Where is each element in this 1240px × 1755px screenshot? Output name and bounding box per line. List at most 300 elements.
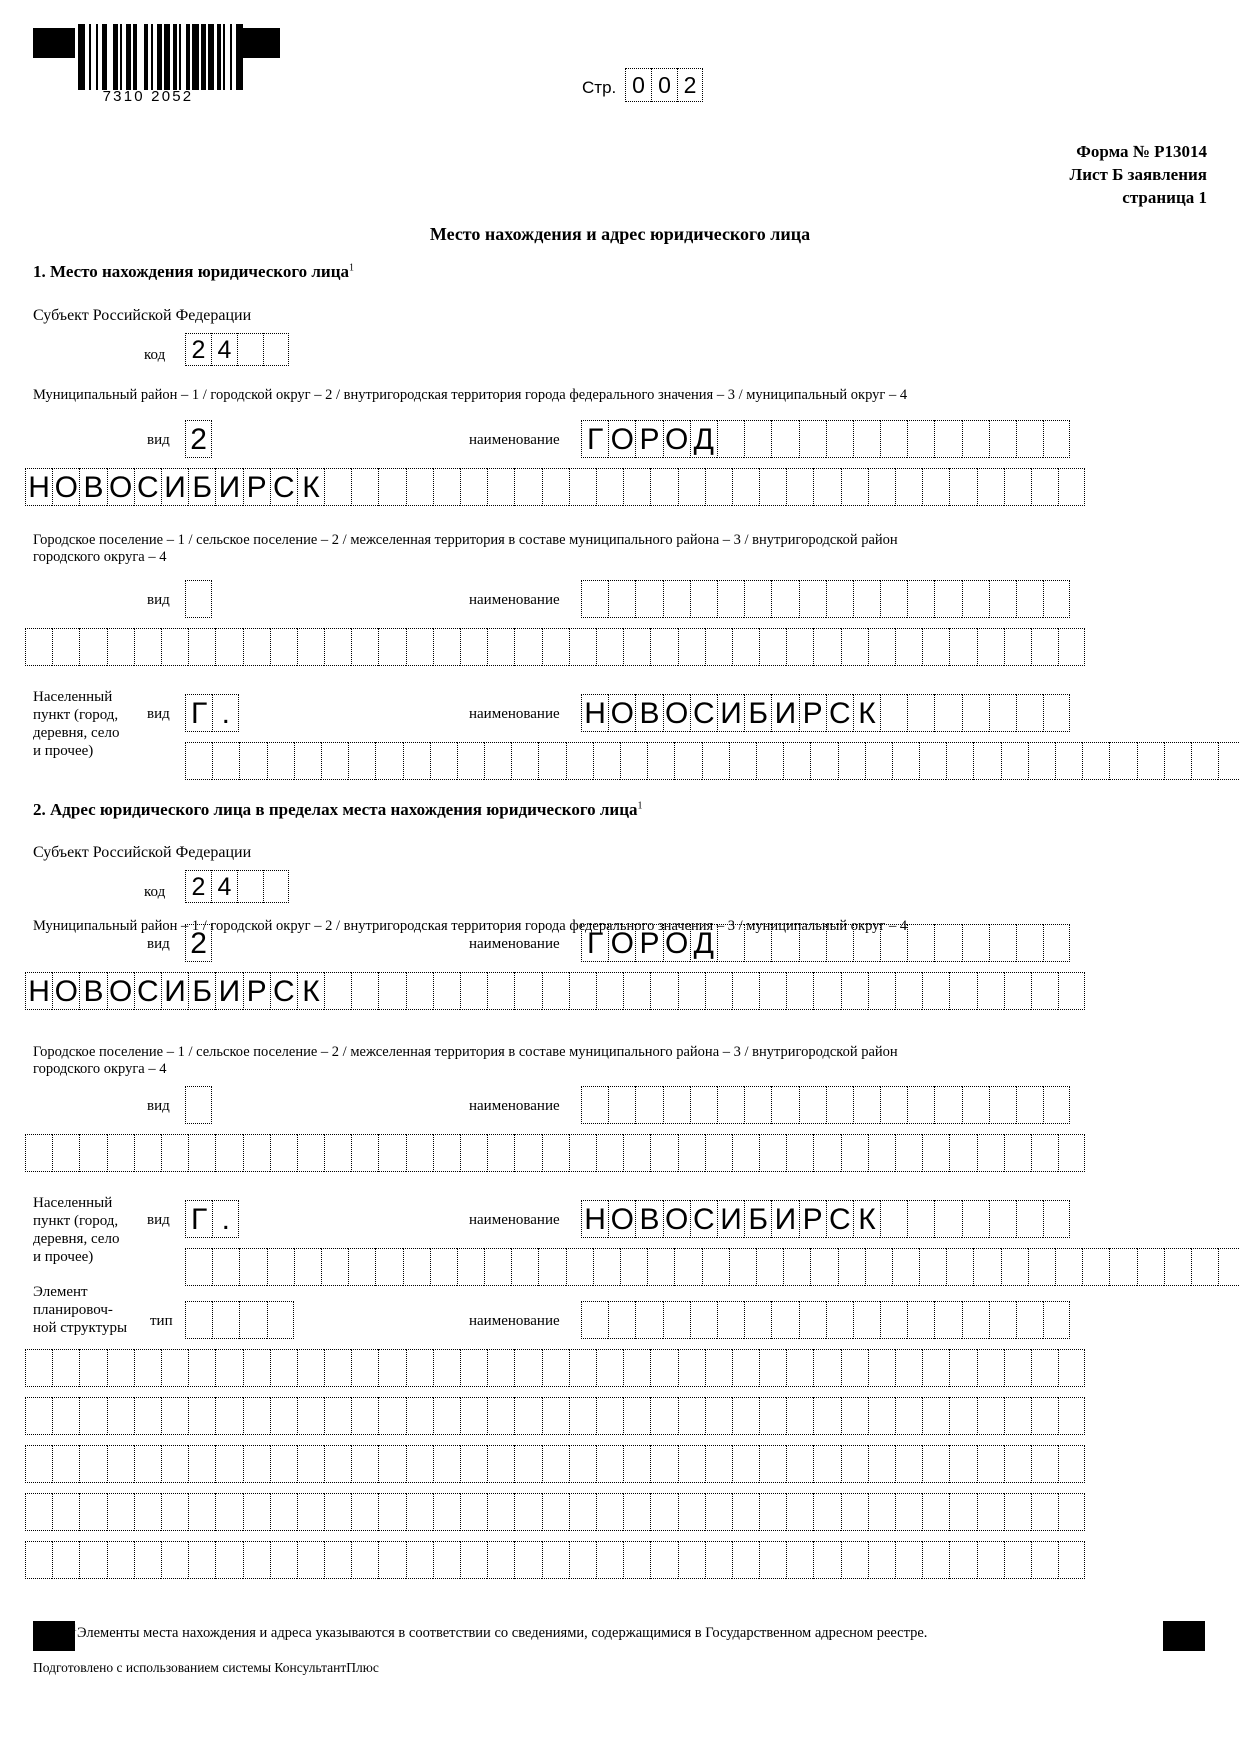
form-cell[interactable] xyxy=(771,580,798,618)
form-cell[interactable] xyxy=(52,628,79,666)
form-cell[interactable] xyxy=(635,580,662,618)
form-cell[interactable]: К xyxy=(853,694,880,732)
form-cell[interactable] xyxy=(596,1397,623,1435)
form-cell[interactable] xyxy=(1058,1134,1085,1172)
form-cell[interactable] xyxy=(977,468,1004,506)
form-cell[interactable] xyxy=(406,1349,433,1387)
form-cell[interactable] xyxy=(243,1493,270,1531)
form-cell[interactable] xyxy=(759,1541,786,1579)
form-cell[interactable] xyxy=(813,628,840,666)
form-cell[interactable] xyxy=(324,1397,351,1435)
form-cell[interactable]: . xyxy=(212,1200,239,1238)
form-cell[interactable] xyxy=(212,1248,239,1286)
form-cell[interactable] xyxy=(1031,628,1058,666)
form-cell[interactable] xyxy=(895,1541,922,1579)
form-cell[interactable] xyxy=(1016,1200,1043,1238)
form-cell[interactable]: К xyxy=(853,1200,880,1238)
form-cell[interactable] xyxy=(1031,468,1058,506)
form-cell[interactable] xyxy=(1031,1541,1058,1579)
form-cell[interactable] xyxy=(744,1086,771,1124)
form-cell[interactable]: 2 xyxy=(185,420,212,458)
form-cell[interactable] xyxy=(989,1301,1016,1339)
form-cell[interactable] xyxy=(977,1445,1004,1483)
form-cell[interactable] xyxy=(949,1134,976,1172)
form-cell[interactable] xyxy=(514,628,541,666)
form-cell[interactable] xyxy=(460,468,487,506)
form-cell[interactable] xyxy=(732,1397,759,1435)
form-cell[interactable] xyxy=(650,1541,677,1579)
form-cell[interactable] xyxy=(620,1248,647,1286)
form-cell[interactable] xyxy=(841,1349,868,1387)
form-cell[interactable] xyxy=(1164,742,1191,780)
s1-municipal-name-cells-row2[interactable] xyxy=(25,468,1085,506)
form-cell[interactable] xyxy=(705,1493,732,1531)
form-cell[interactable] xyxy=(729,742,756,780)
form-cell[interactable]: И xyxy=(161,468,188,506)
form-cell[interactable] xyxy=(623,1541,650,1579)
form-cell[interactable] xyxy=(1043,580,1070,618)
form-cell[interactable] xyxy=(457,1248,484,1286)
form-cell[interactable] xyxy=(989,1200,1016,1238)
s2-planning-name-cells-row4[interactable] xyxy=(25,1445,1085,1483)
form-cell[interactable] xyxy=(1031,1349,1058,1387)
form-cell[interactable] xyxy=(934,420,961,458)
page-number-cells[interactable] xyxy=(625,68,703,102)
s2-municipal-name-cells-row1[interactable] xyxy=(581,924,1070,962)
form-cell[interactable] xyxy=(542,628,569,666)
form-cell[interactable] xyxy=(678,972,705,1010)
form-cell[interactable] xyxy=(324,628,351,666)
form-cell[interactable] xyxy=(868,1493,895,1531)
form-cell[interactable] xyxy=(1109,1248,1136,1286)
form-cell[interactable] xyxy=(853,580,880,618)
form-cell[interactable] xyxy=(934,1301,961,1339)
form-cell[interactable] xyxy=(406,628,433,666)
form-cell[interactable]: Р xyxy=(799,1200,826,1238)
form-cell[interactable] xyxy=(989,420,1016,458)
form-cell[interactable] xyxy=(647,1248,674,1286)
form-cell[interactable] xyxy=(663,580,690,618)
form-cell[interactable] xyxy=(973,1248,1000,1286)
form-cell[interactable] xyxy=(841,1541,868,1579)
form-cell[interactable] xyxy=(732,1445,759,1483)
form-cell[interactable] xyxy=(487,972,514,1010)
form-cell[interactable] xyxy=(433,972,460,1010)
form-cell[interactable]: О xyxy=(52,468,79,506)
form-cell[interactable] xyxy=(1055,742,1082,780)
form-cell[interactable] xyxy=(786,628,813,666)
form-cell[interactable]: О xyxy=(107,468,134,506)
form-cell[interactable]: 2 xyxy=(185,333,211,366)
form-cell[interactable] xyxy=(267,742,294,780)
form-cell[interactable] xyxy=(433,1397,460,1435)
form-cell[interactable] xyxy=(263,870,289,903)
form-cell[interactable] xyxy=(596,1445,623,1483)
form-cell[interactable] xyxy=(949,1493,976,1531)
form-cell[interactable] xyxy=(188,1349,215,1387)
s1-municipal-name-cells-row1[interactable] xyxy=(581,420,1070,458)
form-cell[interactable] xyxy=(1043,694,1070,732)
form-cell[interactable] xyxy=(581,1086,608,1124)
form-cell[interactable] xyxy=(892,1248,919,1286)
form-cell[interactable] xyxy=(949,1445,976,1483)
form-cell[interactable] xyxy=(650,972,677,1010)
form-cell[interactable] xyxy=(161,1397,188,1435)
form-cell[interactable] xyxy=(678,1493,705,1531)
form-cell[interactable] xyxy=(623,468,650,506)
form-cell[interactable] xyxy=(989,1086,1016,1124)
form-cell[interactable] xyxy=(977,1397,1004,1435)
form-cell[interactable] xyxy=(977,1349,1004,1387)
form-cell[interactable] xyxy=(487,468,514,506)
form-cell[interactable] xyxy=(1028,1248,1055,1286)
form-cell[interactable] xyxy=(569,1349,596,1387)
form-cell[interactable] xyxy=(134,1397,161,1435)
form-cell[interactable]: В xyxy=(635,694,662,732)
form-cell[interactable] xyxy=(813,1445,840,1483)
form-cell[interactable] xyxy=(1058,1397,1085,1435)
s2-planning-name-cells-row1[interactable] xyxy=(581,1301,1070,1339)
form-cell[interactable]: Б xyxy=(744,1200,771,1238)
form-cell[interactable] xyxy=(880,924,907,962)
form-cell[interactable] xyxy=(430,1248,457,1286)
form-cell[interactable] xyxy=(949,1349,976,1387)
form-cell[interactable] xyxy=(134,1349,161,1387)
form-cell[interactable] xyxy=(786,1349,813,1387)
form-cell[interactable] xyxy=(134,1134,161,1172)
form-cell[interactable] xyxy=(717,1301,744,1339)
form-cell[interactable] xyxy=(962,1200,989,1238)
form-cell[interactable] xyxy=(759,1493,786,1531)
form-cell[interactable] xyxy=(270,1134,297,1172)
form-cell[interactable] xyxy=(759,1349,786,1387)
form-cell[interactable] xyxy=(841,1397,868,1435)
form-cell[interactable] xyxy=(1016,420,1043,458)
form-cell[interactable] xyxy=(690,1086,717,1124)
form-cell[interactable] xyxy=(1218,742,1240,780)
form-cell[interactable] xyxy=(732,972,759,1010)
form-cell[interactable] xyxy=(922,1397,949,1435)
form-cell[interactable] xyxy=(161,1445,188,1483)
form-cell[interactable] xyxy=(756,1248,783,1286)
form-cell[interactable] xyxy=(907,420,934,458)
form-cell[interactable] xyxy=(542,972,569,1010)
form-cell[interactable] xyxy=(460,1397,487,1435)
form-cell[interactable] xyxy=(542,1493,569,1531)
form-cell[interactable] xyxy=(973,742,1000,780)
form-cell[interactable] xyxy=(623,1134,650,1172)
form-cell[interactable] xyxy=(705,1349,732,1387)
form-cell[interactable] xyxy=(922,1349,949,1387)
form-cell[interactable] xyxy=(934,924,961,962)
form-cell[interactable]: В xyxy=(79,972,106,1010)
form-cell[interactable] xyxy=(378,1445,405,1483)
form-cell[interactable] xyxy=(962,580,989,618)
form-cell[interactable] xyxy=(79,1134,106,1172)
form-cell[interactable] xyxy=(1004,972,1031,1010)
form-cell[interactable]: С xyxy=(134,972,161,1010)
form-cell[interactable] xyxy=(514,1445,541,1483)
form-cell[interactable]: С xyxy=(826,694,853,732)
form-cell[interactable] xyxy=(717,924,744,962)
form-cell[interactable] xyxy=(663,1301,690,1339)
form-cell[interactable] xyxy=(919,742,946,780)
form-cell[interactable] xyxy=(406,1493,433,1531)
s2-settlement-name-cells-row2[interactable] xyxy=(25,1134,1085,1172)
form-cell[interactable] xyxy=(297,1445,324,1483)
form-cell[interactable] xyxy=(243,1541,270,1579)
form-cell[interactable] xyxy=(759,1397,786,1435)
form-cell[interactable] xyxy=(623,1493,650,1531)
form-cell[interactable] xyxy=(457,742,484,780)
form-cell[interactable] xyxy=(566,1248,593,1286)
form-cell[interactable] xyxy=(324,1134,351,1172)
form-cell[interactable] xyxy=(868,1349,895,1387)
form-cell[interactable] xyxy=(907,1086,934,1124)
form-cell[interactable] xyxy=(79,1397,106,1435)
form-cell[interactable] xyxy=(351,972,378,1010)
form-cell[interactable] xyxy=(783,742,810,780)
form-cell[interactable] xyxy=(297,1493,324,1531)
form-cell[interactable] xyxy=(895,1397,922,1435)
form-cell[interactable] xyxy=(212,742,239,780)
form-cell[interactable] xyxy=(623,1349,650,1387)
form-cell[interactable] xyxy=(406,1397,433,1435)
form-cell[interactable] xyxy=(650,1397,677,1435)
form-cell[interactable] xyxy=(79,1445,106,1483)
form-cell[interactable] xyxy=(732,1134,759,1172)
form-cell[interactable] xyxy=(786,1397,813,1435)
form-cell[interactable] xyxy=(239,742,266,780)
form-cell[interactable] xyxy=(949,972,976,1010)
form-cell[interactable] xyxy=(215,1349,242,1387)
form-cell[interactable] xyxy=(946,742,973,780)
form-cell[interactable] xyxy=(25,1445,52,1483)
form-cell[interactable] xyxy=(243,1397,270,1435)
form-cell[interactable] xyxy=(1191,1248,1218,1286)
form-cell[interactable] xyxy=(569,1541,596,1579)
form-cell[interactable] xyxy=(799,580,826,618)
form-cell[interactable] xyxy=(946,1248,973,1286)
form-cell[interactable] xyxy=(406,468,433,506)
form-cell[interactable] xyxy=(880,1086,907,1124)
form-cell[interactable] xyxy=(1004,1493,1031,1531)
form-cell[interactable]: И xyxy=(161,972,188,1010)
form-cell[interactable] xyxy=(52,1445,79,1483)
form-cell[interactable] xyxy=(324,972,351,1010)
form-cell[interactable] xyxy=(542,1397,569,1435)
form-cell[interactable] xyxy=(107,1541,134,1579)
form-cell[interactable] xyxy=(25,1541,52,1579)
form-cell[interactable] xyxy=(324,1349,351,1387)
form-cell[interactable] xyxy=(1082,742,1109,780)
form-cell[interactable] xyxy=(826,1301,853,1339)
form-cell[interactable] xyxy=(243,1445,270,1483)
form-cell[interactable] xyxy=(1043,1086,1070,1124)
form-cell[interactable] xyxy=(215,1134,242,1172)
form-cell[interactable] xyxy=(759,628,786,666)
form-cell[interactable] xyxy=(460,1541,487,1579)
form-cell[interactable] xyxy=(107,1349,134,1387)
form-cell[interactable] xyxy=(460,1493,487,1531)
form-cell[interactable] xyxy=(487,1349,514,1387)
form-cell[interactable] xyxy=(324,468,351,506)
form-cell[interactable]: И xyxy=(717,694,744,732)
form-cell[interactable]: О xyxy=(663,694,690,732)
form-cell[interactable]: Р xyxy=(799,694,826,732)
form-cell[interactable] xyxy=(868,1134,895,1172)
form-cell[interactable] xyxy=(1164,1248,1191,1286)
form-cell[interactable] xyxy=(650,1134,677,1172)
form-cell[interactable] xyxy=(433,628,460,666)
s2-locality-name-cells-row2[interactable] xyxy=(185,1248,1240,1286)
form-cell[interactable] xyxy=(487,1493,514,1531)
form-cell[interactable] xyxy=(270,1445,297,1483)
form-cell[interactable] xyxy=(321,1248,348,1286)
s1-locality-vid-cells[interactable] xyxy=(185,694,239,732)
form-cell[interactable] xyxy=(841,468,868,506)
form-cell[interactable]: В xyxy=(79,468,106,506)
form-cell[interactable] xyxy=(922,468,949,506)
form-cell[interactable] xyxy=(514,1541,541,1579)
form-cell[interactable] xyxy=(460,1134,487,1172)
form-cell[interactable] xyxy=(623,1445,650,1483)
form-cell[interactable]: Н xyxy=(581,694,608,732)
form-cell[interactable] xyxy=(934,694,961,732)
form-cell[interactable]: 2 xyxy=(185,924,212,962)
form-cell[interactable] xyxy=(678,1541,705,1579)
form-cell[interactable] xyxy=(717,580,744,618)
form-cell[interactable] xyxy=(270,1493,297,1531)
form-cell[interactable] xyxy=(895,1134,922,1172)
form-cell[interactable] xyxy=(989,694,1016,732)
form-cell[interactable] xyxy=(623,972,650,1010)
form-cell[interactable] xyxy=(25,1397,52,1435)
form-cell[interactable] xyxy=(705,628,732,666)
form-cell[interactable] xyxy=(650,1349,677,1387)
form-cell[interactable] xyxy=(650,468,677,506)
form-cell[interactable] xyxy=(962,694,989,732)
form-cell[interactable]: Р xyxy=(635,420,662,458)
form-cell[interactable]: 4 xyxy=(211,870,237,903)
form-cell[interactable] xyxy=(678,628,705,666)
form-cell[interactable] xyxy=(1031,1445,1058,1483)
form-cell[interactable] xyxy=(895,1445,922,1483)
form-cell[interactable] xyxy=(732,628,759,666)
s1-settlement-vid-cells[interactable] xyxy=(185,580,212,618)
form-cell[interactable]: Б xyxy=(188,468,215,506)
form-cell[interactable] xyxy=(542,1445,569,1483)
form-cell[interactable] xyxy=(406,1445,433,1483)
s1-locality-name-cells-row1[interactable] xyxy=(581,694,1070,732)
form-cell[interactable] xyxy=(880,580,907,618)
form-cell[interactable] xyxy=(487,1445,514,1483)
form-cell[interactable] xyxy=(977,1541,1004,1579)
form-cell[interactable] xyxy=(161,1134,188,1172)
form-cell[interactable] xyxy=(321,742,348,780)
s2-settlement-vid-cells[interactable] xyxy=(185,1086,212,1124)
form-cell[interactable] xyxy=(433,1134,460,1172)
form-cell[interactable] xyxy=(239,1248,266,1286)
form-cell[interactable] xyxy=(1028,742,1055,780)
form-cell[interactable] xyxy=(620,742,647,780)
form-cell[interactable] xyxy=(705,972,732,1010)
form-cell[interactable] xyxy=(744,1301,771,1339)
form-cell[interactable] xyxy=(744,924,771,962)
form-cell[interactable] xyxy=(406,1134,433,1172)
form-cell[interactable] xyxy=(270,1397,297,1435)
form-cell[interactable] xyxy=(375,1248,402,1286)
form-cell[interactable]: Р xyxy=(635,924,662,962)
form-cell[interactable] xyxy=(267,1301,294,1339)
form-cell[interactable] xyxy=(487,1134,514,1172)
form-cell[interactable] xyxy=(270,628,297,666)
form-cell[interactable] xyxy=(678,1397,705,1435)
form-cell[interactable] xyxy=(1043,1301,1070,1339)
form-cell[interactable] xyxy=(1016,924,1043,962)
form-cell[interactable]: И xyxy=(215,468,242,506)
form-cell[interactable] xyxy=(705,468,732,506)
form-cell[interactable] xyxy=(107,1397,134,1435)
form-cell[interactable] xyxy=(351,1445,378,1483)
s2-settlement-name-cells-row1[interactable] xyxy=(581,1086,1070,1124)
form-cell[interactable] xyxy=(188,1493,215,1531)
form-cell[interactable] xyxy=(907,580,934,618)
form-cell[interactable] xyxy=(351,1134,378,1172)
form-cell[interactable] xyxy=(1004,1397,1031,1435)
form-cell[interactable] xyxy=(215,1541,242,1579)
form-cell[interactable] xyxy=(705,1134,732,1172)
form-cell[interactable] xyxy=(324,1445,351,1483)
form-cell[interactable] xyxy=(433,1445,460,1483)
form-cell[interactable] xyxy=(813,1541,840,1579)
form-cell[interactable] xyxy=(378,468,405,506)
form-cell[interactable] xyxy=(185,1086,212,1124)
form-cell[interactable] xyxy=(161,1493,188,1531)
form-cell[interactable] xyxy=(1043,420,1070,458)
form-cell[interactable] xyxy=(880,694,907,732)
form-cell[interactable] xyxy=(853,1301,880,1339)
form-cell[interactable]: Г xyxy=(581,924,608,962)
form-cell[interactable] xyxy=(771,1301,798,1339)
form-cell[interactable] xyxy=(596,1134,623,1172)
form-cell[interactable] xyxy=(514,1349,541,1387)
form-cell[interactable] xyxy=(907,694,934,732)
form-cell[interactable] xyxy=(215,1397,242,1435)
form-cell[interactable] xyxy=(79,1493,106,1531)
form-cell[interactable] xyxy=(212,1301,239,1339)
form-cell[interactable]: Д xyxy=(690,924,717,962)
form-cell[interactable] xyxy=(538,742,565,780)
form-cell[interactable] xyxy=(895,1349,922,1387)
form-cell[interactable] xyxy=(922,972,949,1010)
form-cell[interactable] xyxy=(79,628,106,666)
form-cell[interactable] xyxy=(1004,628,1031,666)
form-cell[interactable] xyxy=(732,1493,759,1531)
form-cell[interactable] xyxy=(1016,1301,1043,1339)
form-cell[interactable] xyxy=(239,1301,266,1339)
form-cell[interactable] xyxy=(514,1134,541,1172)
form-cell[interactable] xyxy=(237,870,263,903)
form-cell[interactable] xyxy=(826,1086,853,1124)
form-cell[interactable] xyxy=(1004,1541,1031,1579)
form-cell[interactable] xyxy=(596,1541,623,1579)
form-cell[interactable] xyxy=(650,1445,677,1483)
form-cell[interactable] xyxy=(188,1541,215,1579)
form-cell[interactable]: О xyxy=(608,694,635,732)
form-cell[interactable] xyxy=(1055,1248,1082,1286)
form-cell[interactable] xyxy=(759,1445,786,1483)
